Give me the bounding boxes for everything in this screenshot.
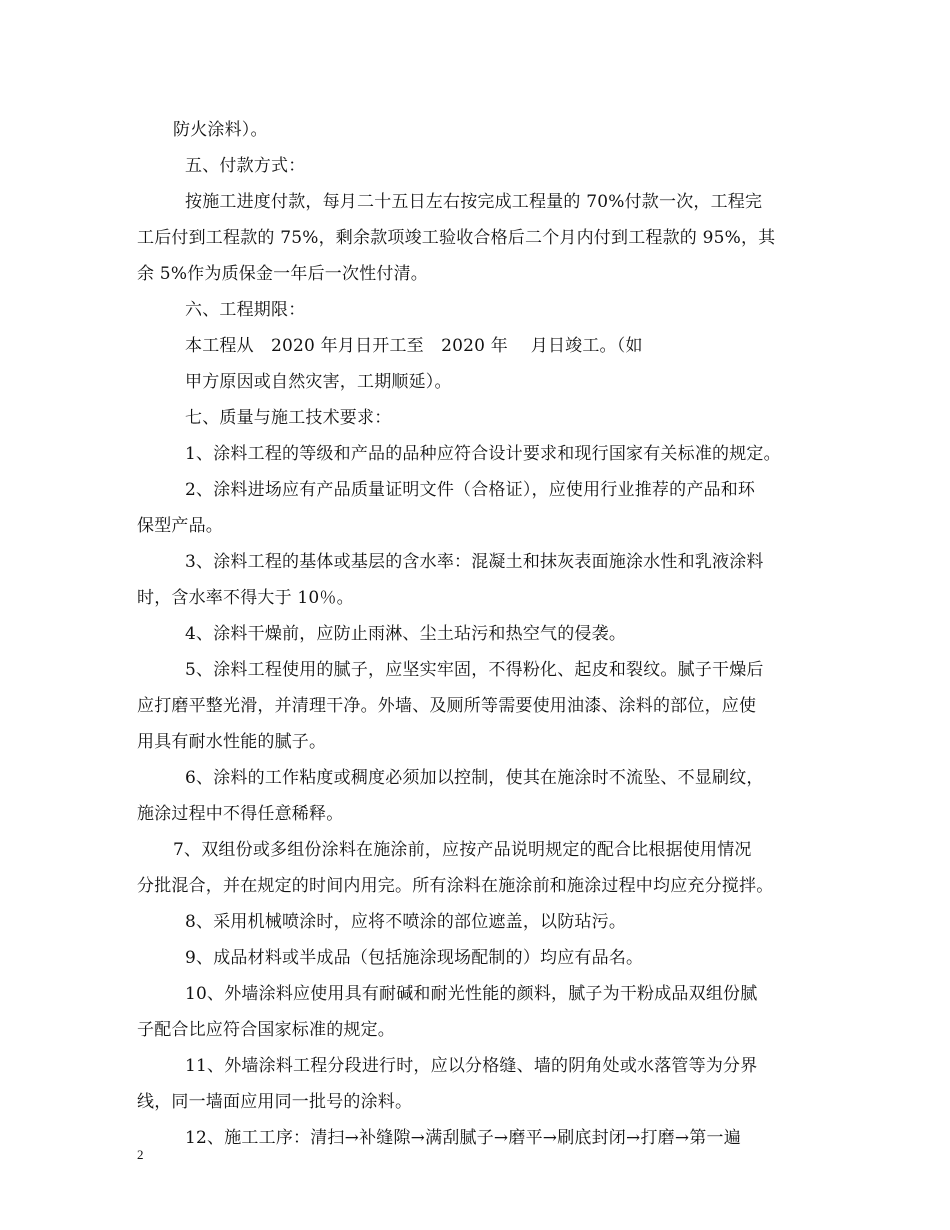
text-line: 保型产品。 <box>137 516 223 536</box>
text-line: 用具有耐水性能的腻子。 <box>137 732 327 752</box>
text-line: 本工程从 2020 年月日开工至 2020 年 月日竣工。（如 <box>185 336 643 356</box>
text-line: 线，同一墙面应用同一批号的涂料。 <box>137 1092 413 1112</box>
text-line: 防火涂料）。 <box>173 120 268 140</box>
section-heading-payment: 五、付款方式： <box>185 156 306 176</box>
text-line: 分批混合，并在规定的时间内用完。所有涂料在施涂前和施涂过程中均应充分搅拌。 <box>137 876 774 896</box>
text-line: 12、施工工序：清扫→补缝隙→满刮腻子→磨平→刷底封闭→打磨→第一遍 <box>185 1128 741 1148</box>
text-line: 应打磨平整光滑，并清理干净。外墙、及厕所等需要使用油漆、涂料的部位，应使 <box>137 696 757 716</box>
text-line: 2、涂料进场应有产品质量证明文件（合格证），应使用行业推荐的产品和环 <box>185 480 756 500</box>
text-line: 8、采用机械喷涂时，应将不喷涂的部位遮盖，以防玷污。 <box>185 912 627 932</box>
text-line: 施涂过程中不得任意稀释。 <box>137 804 344 824</box>
text-line: 3、涂料工程的基体或基层的含水率：混凝土和抹灰表面施涂水性和乳液涂料 <box>185 552 764 572</box>
text-line: 工后付到工程款的 75%，剩余款项竣工验收合格后二个月内付到工程款的 95%，其 <box>137 228 776 248</box>
text-line: 10、外墙涂料应使用具有耐碱和耐光性能的颜料，腻子为干粉成品双组份腻 <box>185 984 758 1004</box>
text-line: 4、涂料干燥前，应防止雨淋、尘土玷污和热空气的侵袭。 <box>185 624 627 644</box>
text-line: 甲方原因或自然灾害，工期顺延）。 <box>185 372 452 392</box>
page-number: 2 <box>137 1147 144 1162</box>
text-line: 按施工进度付款，每月二十五日左右按完成工程量的 70%付款一次，工程完 <box>185 192 763 212</box>
section-heading-quality: 七、质量与施工技术要求： <box>185 408 392 428</box>
text-line: 余 5%作为质保金一年后一次性付清。 <box>137 264 428 284</box>
text-line: 9、成品材料或半成品（包括施涂现场配制的）均应有品名。 <box>185 948 644 968</box>
text-line: 时，含水率不得大于 10％。 <box>137 588 354 608</box>
text-line: 子配合比应符合国家标准的规定。 <box>137 1020 395 1040</box>
text-line: 6、涂料的工作粘度或稠度必须加以控制，使其在施涂时不流坠、不显刷纹， <box>185 768 764 788</box>
text-line: 7、双组份或多组份涂料在施涂前，应按产品说明规定的配合比根据使用情况 <box>173 840 752 860</box>
text-line: 11、外墙涂料工程分段进行时，应以分格缝、墙的阴角处或水落管等为分界 <box>185 1056 758 1076</box>
text-line: 1、涂料工程的等级和产品的品种应符合设计要求和现行国家有关标准的规定。 <box>185 444 781 464</box>
text-line: 5、涂料工程使用的腻子，应坚实牢固，不得粉化、起皮和裂纹。腻子干燥后 <box>185 660 764 680</box>
section-heading-duration: 六、工程期限： <box>185 300 306 320</box>
